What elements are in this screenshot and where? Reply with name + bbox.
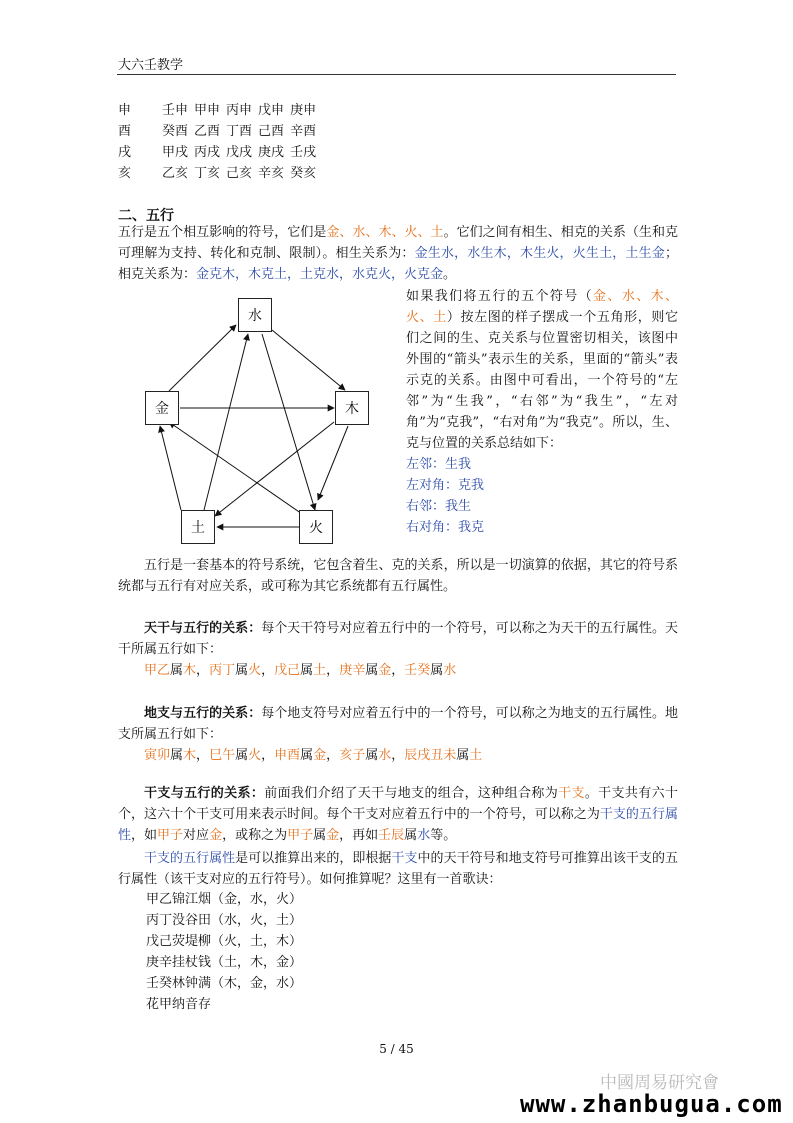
ganzhi-cell: 丙戌 bbox=[194, 145, 221, 160]
ganzhi-cell: 丙申 bbox=[226, 103, 253, 118]
sheng-relations: 金生水，水生木，木生火，火生土，土生金 bbox=[414, 246, 665, 261]
ganzhi-cell: 癸亥 bbox=[290, 166, 317, 181]
symbol-group: 壬癸 bbox=[404, 663, 431, 678]
node-earth: 土 bbox=[181, 510, 215, 544]
table-row bbox=[118, 142, 322, 163]
derive-text: 中的天干符号和地支符号可推算出该干支的五行属性（该干支对应的五行符号）。如何推算呢？这里有一首歌诀： bbox=[118, 851, 678, 887]
diagram-explanation bbox=[406, 286, 678, 538]
element-value: 金 bbox=[378, 663, 392, 678]
ganzhi-text: 对应 bbox=[183, 828, 210, 843]
ganzhi-term: 干支 bbox=[558, 786, 585, 801]
position-item: 右邻：我生 bbox=[406, 499, 472, 514]
symbol-group: 丙丁 bbox=[209, 663, 236, 678]
arrow-water-wood bbox=[272, 330, 345, 390]
branch-cell: 酉 bbox=[118, 124, 132, 139]
verse-line: 甲乙锦江烟（金，水，火） bbox=[146, 892, 303, 907]
rhyme-verse bbox=[146, 889, 302, 1015]
branches-label: 地支与五行的关系： bbox=[144, 706, 262, 721]
verse-line: 戊己荧堤柳（火，土，木） bbox=[146, 934, 303, 949]
symbol-group: 巳午 bbox=[209, 748, 236, 763]
derive-text: 是可以推算出来的，即根据 bbox=[235, 851, 392, 866]
ganzhi-cell: 乙亥 bbox=[162, 166, 189, 181]
ganzhi-paragraph bbox=[118, 783, 678, 846]
branches-list bbox=[118, 745, 678, 766]
branches-text: 每个地支符号对应着五行中的一个符号，可以称之为地支的五行属性。地支所属五行如下： bbox=[118, 706, 678, 742]
list-text: ， bbox=[261, 748, 275, 763]
ganzhi-cell: 癸酉 bbox=[162, 124, 189, 139]
ganzhi-cell: 庚戌 bbox=[258, 145, 285, 160]
ganzhi-cell: 甲申 bbox=[194, 103, 221, 118]
ganzhi-cell: 壬申 bbox=[162, 103, 189, 118]
node-metal: 金 bbox=[145, 391, 179, 425]
symbol-system-paragraph: 五行是一套基本的符号系统，它包含着生、克的关系，所以是一切演算的依据，其它的符号系统都与五行有对应关系，或可称为其它系统都有五行属性。 bbox=[118, 558, 678, 594]
list-text: ， bbox=[391, 748, 405, 763]
position-item: 右对角：我克 bbox=[406, 520, 485, 535]
side-elements: 金、水、木、火、土 bbox=[406, 289, 678, 325]
faded-watermark: 中國周易研究會 bbox=[600, 1073, 719, 1093]
header-divider bbox=[117, 74, 676, 75]
ganzhi-term: 金 bbox=[209, 828, 223, 843]
position-item: 左对角：克我 bbox=[406, 478, 485, 493]
side-text-1: 如果我们将五行的五个符号（ bbox=[406, 289, 594, 304]
ganzhi-label: 干支与五行的关系： bbox=[144, 786, 265, 801]
intro-text-3: ；相克关系为： bbox=[118, 246, 678, 282]
table-row bbox=[118, 100, 322, 121]
elements-list: 金、水、木、火、土 bbox=[326, 225, 444, 240]
site-watermark: www.zhanbugua.com bbox=[520, 1090, 783, 1118]
list-text: 属 bbox=[235, 748, 249, 763]
ganzhi-cell: 丁亥 bbox=[194, 166, 221, 181]
branch-cell: 申 bbox=[118, 103, 132, 118]
symbol-group: 甲乙 bbox=[144, 663, 171, 678]
table-row bbox=[118, 121, 322, 142]
ganzhi-text: 。干支共有六十个，这六十个干支可用来表示时间。每个干支对应着五行中的一个符号，可以称之为 bbox=[118, 786, 678, 822]
ganzhi-text: 等。 bbox=[430, 828, 457, 843]
list-text: ， bbox=[326, 663, 340, 678]
list-text: 属 bbox=[365, 748, 379, 763]
section-heading: 二、五行 bbox=[118, 208, 174, 224]
list-text: 属 bbox=[235, 663, 249, 678]
intro-text-4: 。 bbox=[443, 267, 457, 282]
ganzhi-cell: 己酉 bbox=[258, 124, 285, 139]
list-text: 属 bbox=[170, 663, 184, 678]
ganzhi-text: ，如 bbox=[131, 828, 158, 843]
side-text-2: ）按左图的样子摆成一个五角形，则它们之间的生、克关系与位置密切相关，该图中外围的“箭头”表示生的关系，里面的“箭头”表示克的关系。由图中可看出，一个符号的“左邻”为“生我”，“右邻”为“我生”，“左对角”为“克我”，“右对角”为“我克”。所以，生、克与位置的关系总结如下： bbox=[406, 310, 678, 451]
symbol-group: 亥子 bbox=[339, 748, 366, 763]
ganzhi-text: 属 bbox=[313, 828, 327, 843]
table-row bbox=[118, 163, 322, 184]
ganzhi-cell: 己亥 bbox=[226, 166, 253, 181]
ganzhi-term: 甲子 bbox=[287, 828, 314, 843]
symbol-group: 戊己 bbox=[274, 663, 301, 678]
node-wood: 木 bbox=[335, 391, 369, 425]
ganzhi-term: 干支的五行属性 bbox=[118, 807, 678, 843]
node-water: 水 bbox=[238, 298, 272, 332]
list-text: 属 bbox=[365, 663, 379, 678]
branch-cell: 亥 bbox=[118, 166, 132, 181]
intro-paragraph bbox=[118, 222, 678, 285]
list-text: ， bbox=[261, 663, 275, 678]
list-text: 属 bbox=[456, 748, 470, 763]
page-header-title: 大六壬教学 bbox=[118, 58, 184, 73]
arrow-metal-water bbox=[169, 325, 236, 391]
list-text: ， bbox=[196, 748, 210, 763]
ganzhi-text: ，或称之为 bbox=[222, 828, 288, 843]
ganzhi-term: 甲子 bbox=[157, 828, 184, 843]
list-text: ， bbox=[196, 663, 210, 678]
verse-line: 庚辛挂杖钱（土，木，金） bbox=[146, 955, 303, 970]
branches-paragraph bbox=[118, 703, 678, 745]
list-text: 属 bbox=[300, 663, 314, 678]
element-value: 木 bbox=[183, 663, 197, 678]
ganzhi-text: ，再如 bbox=[339, 828, 379, 843]
list-text: 属 bbox=[430, 663, 444, 678]
element-value: 火 bbox=[248, 748, 262, 763]
element-value: 水 bbox=[378, 748, 392, 763]
derive-term: 干支的五行属性 bbox=[144, 851, 236, 866]
symbol-group: 寅卯 bbox=[144, 748, 171, 763]
five-elements-diagram bbox=[135, 290, 395, 550]
ganzhi-cell: 丁酉 bbox=[226, 124, 253, 139]
element-value: 木 bbox=[183, 748, 197, 763]
intro-text-2: 。它们之间有相生、相克的关系（生和克可理解为支持、转化和克制、限制）。相生关系为： bbox=[118, 225, 678, 261]
position-item: 左邻：生我 bbox=[406, 457, 472, 472]
arrow-wood-fire bbox=[318, 426, 348, 500]
verse-line: 丙丁没谷田（水，火，土） bbox=[146, 913, 303, 928]
arrow-wood-earth bbox=[215, 422, 334, 516]
element-value: 土 bbox=[469, 748, 483, 763]
page-number: 5 / 45 bbox=[379, 1042, 414, 1056]
list-text: 属 bbox=[300, 748, 314, 763]
ganzhi-text: 属 bbox=[404, 828, 418, 843]
symbol-group: 庚辛 bbox=[339, 663, 366, 678]
ganzhi-cell: 庚申 bbox=[290, 103, 317, 118]
arrow-fire-metal bbox=[169, 422, 305, 516]
ganzhi-cell: 戊申 bbox=[258, 103, 285, 118]
element-value: 水 bbox=[443, 663, 457, 678]
arrow-earth-metal bbox=[160, 426, 181, 510]
ganzhi-cell: 戊戌 bbox=[226, 145, 253, 160]
ganzhi-cell: 乙酉 bbox=[194, 124, 221, 139]
ke-relations: 金克木，木克土，土克水，水克火，火克金 bbox=[196, 267, 444, 282]
symbol-group: 申酉 bbox=[274, 748, 301, 763]
derive-term: 干支 bbox=[391, 851, 418, 866]
ganzhi-text: 前面我们介绍了天干与地支的组合，这种组合称为 bbox=[264, 786, 559, 801]
ganzhi-term: 壬辰 bbox=[378, 828, 405, 843]
list-text: 属 bbox=[170, 748, 184, 763]
ganzhi-cell: 辛亥 bbox=[258, 166, 285, 181]
ganzhi-term: 水 bbox=[417, 828, 431, 843]
arrow-earth-water bbox=[204, 334, 248, 510]
ganzhi-term: 金 bbox=[326, 828, 340, 843]
arrow-water-fire bbox=[262, 334, 315, 510]
ganzhi-table bbox=[118, 100, 322, 184]
ganzhi-cell: 甲戌 bbox=[162, 145, 189, 160]
stems-text: 每个天干符号对应着五行中的一个符号，可以称之为天干的五行属性。天干所属五行如下： bbox=[118, 621, 678, 657]
branch-cell: 戌 bbox=[118, 145, 132, 160]
node-fire: 火 bbox=[299, 510, 333, 544]
element-value: 火 bbox=[248, 663, 262, 678]
stems-list bbox=[118, 660, 678, 681]
ganzhi-cell: 辛酉 bbox=[290, 124, 317, 139]
verse-line: 壬癸林钟满（木，金，水） bbox=[146, 976, 303, 991]
ganzhi-cell: 壬戌 bbox=[290, 145, 317, 160]
verse-line: 花甲纳音存 bbox=[146, 997, 212, 1012]
list-text: ， bbox=[326, 748, 340, 763]
derive-paragraph bbox=[118, 848, 678, 890]
symbol-group: 辰戌丑未 bbox=[404, 748, 457, 763]
intro-text-1: 五行是五个相互影响的符号，它们是 bbox=[118, 225, 327, 240]
element-value: 土 bbox=[313, 663, 327, 678]
element-value: 金 bbox=[313, 748, 327, 763]
stems-paragraph bbox=[118, 618, 678, 660]
list-text: ， bbox=[391, 663, 405, 678]
stems-label: 天干与五行的关系： bbox=[144, 621, 262, 636]
